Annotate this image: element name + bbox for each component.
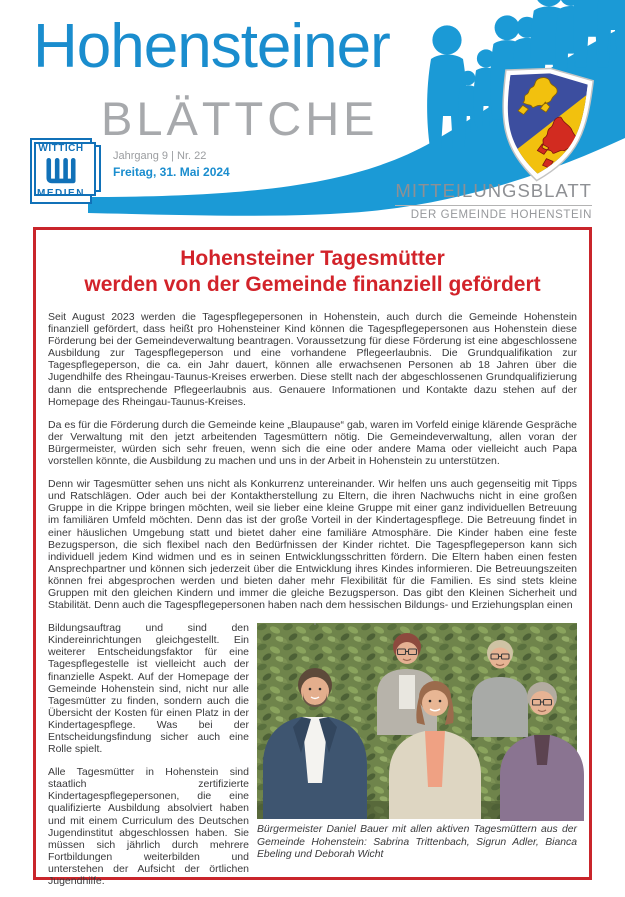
wittich-logo-bottom-label: MEDIEN: [37, 188, 85, 199]
publication-type-sublabel: DER GEMEINDE HOHENSTEIN: [410, 209, 592, 221]
masthead: [0, 0, 625, 228]
lead-article: [33, 227, 592, 888]
newsletter-subtitle: BLÄTTCHE: [101, 92, 379, 145]
wittich-lw-monogram-icon: [43, 158, 79, 184]
newsletter-title: Hohensteiner: [33, 12, 390, 81]
wittich-logo-top-label: WITTICH: [38, 143, 84, 154]
article-body: [48, 311, 577, 887]
issue-number: Jahrgang 9 | Nr. 22: [113, 150, 207, 162]
issue-date: Freitag, 31. Mai 2024: [113, 165, 230, 179]
wittich-medien-logo: [30, 138, 92, 204]
paragraph-1: Seit August 2023 werden die Tagespflegepersonen in Hohenstein, auch durch die Gemeinde Hohenstein finanziell gefördert, dass heißt pro Hohensteiner Kind können die Tagespflegepersonen aus Hohenstein diese Förderung bei der Gemeindeverwaltung beantragen. Voraussetzung für diese Förderung ist eine abgeschlossene Ausbildung zur Tagespflegeperson und eine vorhandene Pflegeerlaubnis. Die Grundqualifikation zur Tagespflegeperson, die ca. ein Jahr dauert, können alle erwachsenen Personen ab 18 Jahren über die Jugendhilfe des Rheingau-Taunus-Kreises erwerben. Diese stellt nach der abgeschlossenen Grundqualifizierung dann die entsprechende Pflegeerlaubnis aus. Genauere Informationen und Kontakte dazu stehen auf der Homepage des Rheingau-Taunus-Kreises.: [48, 311, 577, 408]
paragraph-3: Denn wir Tagesmütter sehen uns nicht als Konkurrenz untereinander. Wir helfen uns auch gegenseitig mit Tipps und Ratschlägen. Oder auch bei der Kontaktherstellung zu Eltern, die ihren Nachwuchs nicht in eine großen Gruppe in die Krippe bringen möchten, weil sie lieber eine kleine Gruppe mit einer ganz individuellen Betreuung im familiären Umfeld möchten. Denn das ist der große Vorteil in der Kindertagespflege. Die Betreuung findet in einer häuslichen Umgebung statt und bietet daher eine familiäre Atmosphäre. Die Kinder haben eine feste Bezugsperson, die sich flexibel nach den Bedürfnissen der Kinder richtet. Die Tagespflegeperson kann sich individuell jedem Kind widmen und es in seinen Entwicklungsschritten fördern. Die Eltern haben einen festen Ansprechpartner und können sich jederzeit über die Entwicklung ihres Kindes informieren. Die Betreuungszeiten können frei abgesprochen werden und bieten daher mehr Flexibilität für die Familien. Es sind stets kleine Gruppen mit den gleichen Kindern und immer die gleiche Bezugsperson. Das gibt den Kleinen Sicherheit und Stabilität. Denn auch die Tagespflegepersonen haben nach dem hessischen Bildungs- und Erziehungsplan einen: [48, 478, 577, 612]
headline-line-1: Hohensteiner Tagesmütter: [180, 247, 445, 270]
article-headline: [48, 246, 577, 298]
group-photo: [257, 623, 577, 819]
group-photo-figure: [257, 623, 577, 862]
publication-type: [395, 180, 592, 221]
publication-type-label: MITTEILUNGSBLATT: [395, 180, 592, 206]
photo-caption: Bürgermeister Daniel Bauer mit allen aktiven Tagesmüttern aus der Gemeinde Hohenstein: Sabrina Trittenbach, Sigrun Adler, Bianca Ebeling und Deborah Wicht: [257, 824, 577, 861]
paragraph-4: Alle Tagesmütter in Hohenstein sind staatlich zertifizierte Kindertagespflegepersonen, die eine qualifizierte Ausbildung absolviert haben und mit einem Curriculum des Deutschen Jugendinstitut abgeschlossen haben. Sie müssen sich jährlich durch mehrere Fortbildungen weiterbilden und unterstehen der Aufsicht der örtlichen Jugendhilfe.: [48, 766, 249, 888]
paragraph-3-continued: Bildungsauftrag und sind den Kindereinrichtungen gleichgestellt. Ein weiterer Entscheidungsfaktor für eine Tagespflegestelle ist vielleicht auch der finanzielle Aspekt. Auf der Homepage der Gemeinde Hohenstein sind, nicht nur alle Tagesmütter zu finden, sondern auch die Übersicht der Kosten für einen Platz in der Kindertagespflege. Was bei der Entscheidungsfindung sicher auch eine Rolle spielt.: [48, 622, 249, 756]
issue-info: [113, 150, 230, 179]
coat-of-arms-icon: [490, 64, 596, 194]
paragraph-2: Da es für die Förderung durch die Gemeinde keine „Blaupause“ gab, waren im Vorfeld einige klärende Gespräche der Verwaltung mit den jetzt arbeitenden Tagesmüttern nötig. Die Gemeindeverwaltung, allen voran der Bürgermeister, würden sich sehr freuen, wenn sich die eine oder andere Mama oder vielleicht auch Papa vorstellen könnte, die Ausbildung zu machen und uns in der Arbeit in Hohenstein zu unterstützen.: [48, 418, 577, 468]
headline-line-2: werden von der Gemeinde finanziell gefördert: [84, 273, 541, 296]
